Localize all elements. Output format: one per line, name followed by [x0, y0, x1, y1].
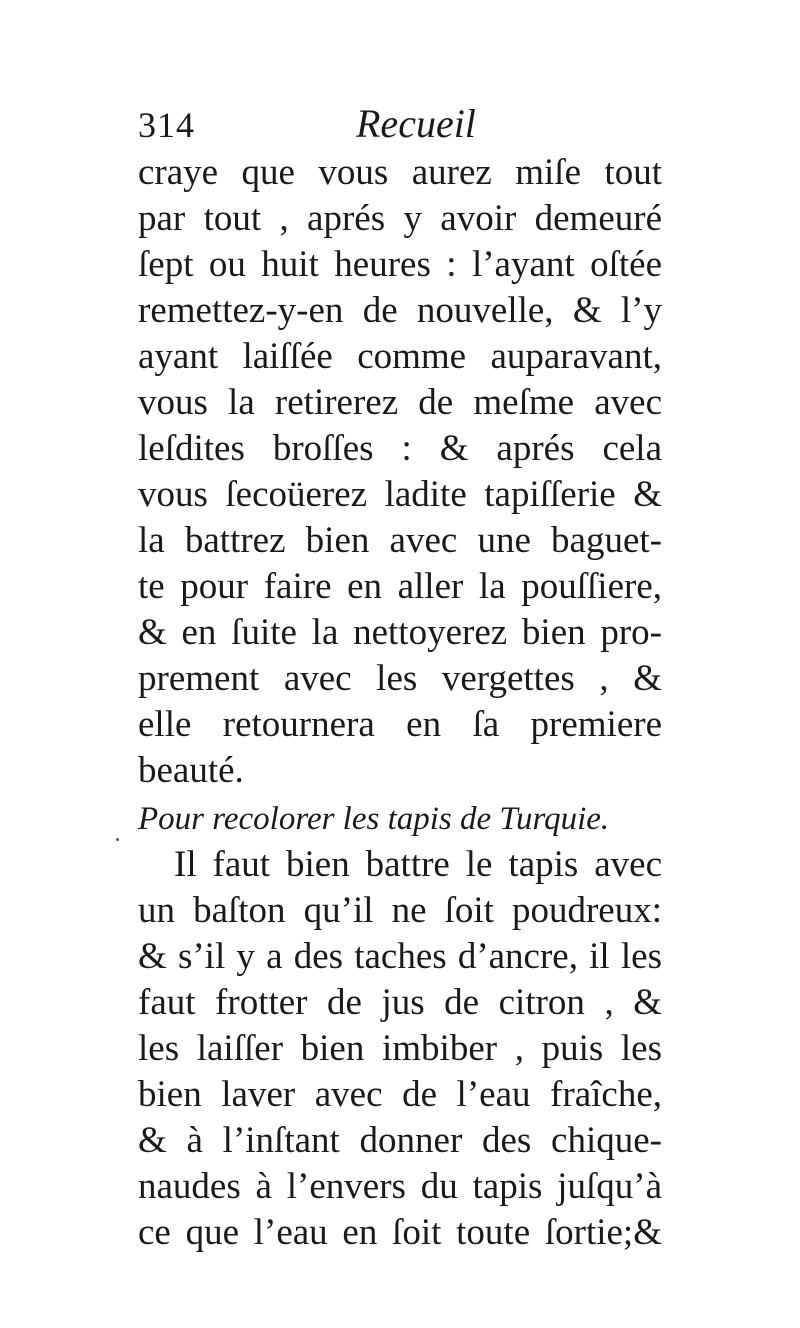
text-line: & à l’inſtant donner des chique- [138, 1120, 662, 1161]
text-line: Il faut bien battre le tapis avec [174, 844, 662, 885]
section-heading: Pour recolorer les tapis de Turquie. [138, 801, 610, 837]
text-line: un baſton qu’il ne ſoit poudreux: [138, 890, 662, 931]
text-line: bien laver avec de l’eau fraîche, [138, 1074, 662, 1115]
text-line: vous ſecoüerez ladite tapiſſerie & [138, 474, 662, 515]
text-line: elle retournera en ſa premiere [138, 704, 662, 745]
text-line: par tout , aprés y avoir demeuré [138, 198, 662, 239]
text-line: beauté. [138, 750, 244, 791]
text-line: leſdites broſſes : & aprés cela [138, 428, 662, 469]
text-line: remettez-y-en de nouvelle, & l’y [138, 290, 662, 331]
body-text [138, 150, 662, 1256]
text-line: vous la retirerez de meſme avec [138, 382, 662, 423]
text-line: craye que vous aurez miſe tout [138, 152, 662, 193]
text-line: & s’il y a des taches d’ancre, il les [138, 936, 662, 977]
text-line: prement avec les vergettes , & [138, 658, 662, 699]
page-header [138, 96, 658, 156]
ink-speck [116, 838, 119, 841]
text-line: ſept ou huit heures : l’ayant oſtée [138, 244, 662, 285]
text-line: ayant laiſſée comme auparavant, [138, 336, 662, 377]
text-line: les laiſſer bien imbiber , puis les [138, 1028, 662, 1069]
text-line: ce que l’eau en ſoit toute ſortie;& [138, 1212, 662, 1253]
text-line: naudes à l’envers du tapis juſqu’à [138, 1166, 662, 1207]
text-line: faut frotter de jus de citron , & [138, 982, 662, 1023]
text-line: & en ſuite la nettoyerez bien pro- [138, 612, 662, 653]
text-line: te pour faire en aller la pouſſiere, [138, 566, 662, 607]
running-title: Recueil [356, 101, 476, 146]
text-line: la battrez bien avec une baguet- [138, 520, 662, 561]
page-number: 314 [138, 105, 195, 145]
